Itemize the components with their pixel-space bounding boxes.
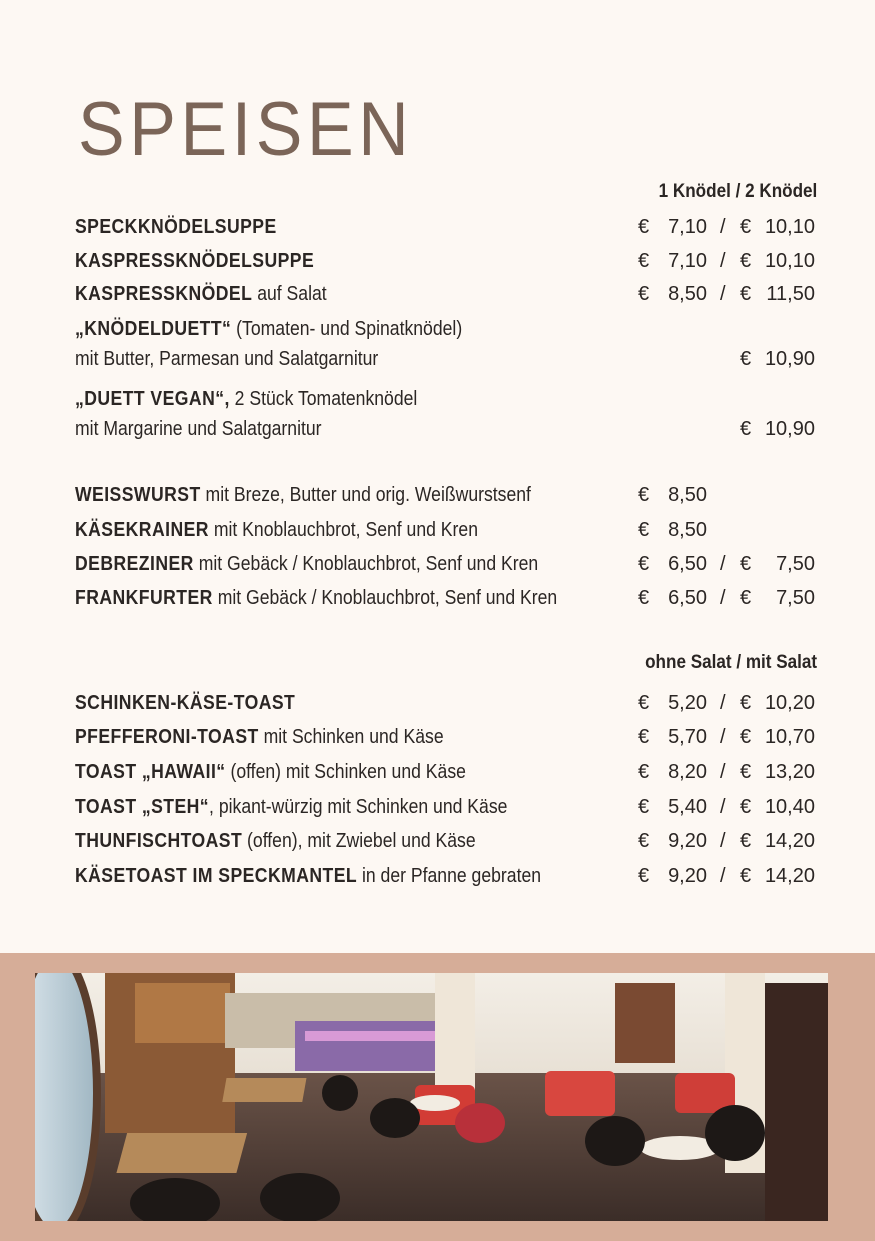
price-single: 5,40 (668, 796, 707, 818)
menu-item (75, 690, 820, 716)
item-description (75, 828, 476, 854)
item-name: WEISSWURST (75, 484, 201, 506)
price-separator: / (720, 216, 726, 238)
price-separator: / (720, 553, 726, 575)
currency-symbol: € (740, 865, 752, 887)
currency-symbol: € (740, 418, 752, 440)
item-detail: mit Knoblauchbrot, Senf und Kren (208, 519, 478, 541)
item-detail: mit Schinken und Käse (258, 726, 444, 748)
item-detail: (offen) mit Schinken und Käse (225, 761, 466, 783)
price-separator: / (720, 726, 726, 748)
item-description (75, 386, 417, 412)
currency-symbol: € (638, 484, 650, 506)
menu-item (75, 551, 820, 577)
price-double: 10,40 (764, 796, 815, 818)
price-separator: / (720, 283, 726, 305)
item-name: KASPRESSKNÖDELSUPPE (75, 250, 315, 272)
currency-symbol: € (638, 250, 650, 272)
price-double: 14,20 (764, 830, 815, 852)
currency-symbol: € (638, 519, 650, 541)
item-name: „DUETT VEGAN“, (75, 388, 230, 410)
price-single: 8,50 (668, 283, 707, 305)
price-single: 7,10 (668, 216, 707, 238)
price-double: 7,50 (776, 553, 815, 575)
currency-symbol: € (740, 250, 752, 272)
price-separator: / (720, 865, 726, 887)
item-name: PFEFFERONI-TOAST (75, 726, 259, 748)
menu-item (75, 316, 820, 342)
item-detail: mit Gebäck / Knoblauchbrot, Senf und Kren (193, 553, 539, 575)
menu-item (75, 416, 820, 442)
price-double: 10,90 (764, 418, 815, 440)
price-double: 7,50 (776, 587, 815, 609)
page-title: SPEISEN (78, 87, 414, 172)
item-detail: in der Pfanne gebraten (357, 865, 542, 887)
currency-symbol: € (740, 587, 752, 609)
price-single: 6,50 (668, 553, 707, 575)
menu-item (75, 248, 820, 274)
currency-symbol: € (638, 726, 650, 748)
item-description (75, 281, 327, 307)
item-detail: (Tomaten- und Spinatknödel) (231, 318, 463, 340)
price-single: 7,10 (668, 250, 707, 272)
item-description (75, 482, 531, 508)
menu-item (75, 828, 820, 854)
menu-item (75, 517, 820, 543)
item-description (75, 794, 507, 820)
item-description (75, 551, 538, 577)
item-description (75, 248, 314, 274)
item-detail: mit Breze, Butter und orig. Weißwurstsenf (200, 484, 531, 506)
cafe-interior-photo (35, 973, 828, 1221)
menu-item (75, 794, 820, 820)
item-description (75, 517, 478, 543)
menu-item (75, 346, 820, 372)
price-double: 10,90 (764, 348, 815, 370)
price-double: 10,10 (764, 250, 815, 272)
price-separator: / (720, 761, 726, 783)
item-name: THUNFISCHTOAST (75, 830, 243, 852)
menu-item (75, 759, 820, 785)
price-header-knoedel: 1 Knödel / 2 Knödel (658, 181, 817, 202)
price-separator: / (720, 587, 726, 609)
item-name: KÄSETOAST IM SPECKMANTEL (75, 865, 358, 887)
currency-symbol: € (638, 830, 650, 852)
menu-item (75, 214, 820, 240)
price-single: 9,20 (668, 865, 707, 887)
currency-symbol: € (638, 692, 650, 714)
price-single: 5,70 (668, 726, 707, 748)
item-name: KÄSEKRAINER (75, 519, 209, 541)
item-description (75, 724, 444, 750)
currency-symbol: € (638, 761, 650, 783)
price-single: 5,20 (668, 692, 707, 714)
item-name: TOAST „HAWAII“ (75, 761, 226, 783)
price-double: 11,50 (766, 283, 815, 305)
price-double: 14,20 (764, 865, 815, 887)
item-description (75, 316, 462, 342)
item-name: SPECKKNÖDELSUPPE (75, 216, 277, 238)
item-description (75, 690, 295, 716)
price-separator: / (720, 830, 726, 852)
currency-symbol: € (638, 553, 650, 575)
item-detail: (offen), mit Zwiebel und Käse (242, 830, 476, 852)
currency-symbol: € (740, 553, 752, 575)
currency-symbol: € (638, 587, 650, 609)
item-detail: , pikant-würzig mit Schinken und Käse (209, 796, 508, 818)
price-separator: / (720, 692, 726, 714)
price-separator: / (720, 250, 726, 272)
price-header-salat: ohne Salat / mit Salat (645, 652, 817, 673)
item-name: TOAST „STEH“ (75, 796, 210, 818)
price-separator: / (720, 796, 726, 818)
item-description (75, 346, 378, 372)
currency-symbol: € (740, 283, 752, 305)
currency-symbol: € (638, 865, 650, 887)
price-double: 13,20 (764, 761, 815, 783)
item-name: KASPRESSKNÖDEL (75, 283, 253, 305)
menu-item (75, 482, 820, 508)
price-single: 8,50 (668, 484, 707, 506)
item-description (75, 759, 466, 785)
currency-symbol: € (740, 216, 752, 238)
price-double: 10,70 (764, 726, 815, 748)
item-detail: auf Salat (252, 283, 327, 305)
item-name: FRANKFURTER (75, 587, 213, 609)
currency-symbol: € (740, 830, 752, 852)
menu-item (75, 863, 820, 889)
currency-symbol: € (740, 796, 752, 818)
item-description (75, 416, 322, 442)
item-detail: mit Butter, Parmesan und Salatgarnitur (75, 348, 379, 370)
item-name: „KNÖDELDUETT“ (75, 318, 232, 340)
menu-item (75, 724, 820, 750)
item-detail: 2 Stück Tomatenknödel (229, 388, 418, 410)
item-name: DEBREZINER (75, 553, 194, 575)
menu-item (75, 281, 820, 307)
item-name: SCHINKEN-KÄSE-TOAST (75, 692, 296, 714)
item-detail: mit Gebäck / Knoblauchbrot, Senf und Kren (212, 587, 558, 609)
price-single: 9,20 (668, 830, 707, 852)
item-description (75, 863, 541, 889)
item-detail: mit Margarine und Salatgarnitur (75, 418, 322, 440)
menu-item (75, 386, 820, 412)
price-single: 8,50 (668, 519, 707, 541)
currency-symbol: € (638, 283, 650, 305)
currency-symbol: € (740, 692, 752, 714)
currency-symbol: € (740, 348, 752, 370)
item-description (75, 585, 557, 611)
price-double: 10,10 (764, 216, 815, 238)
price-single: 8,20 (668, 761, 707, 783)
price-double: 10,20 (764, 692, 815, 714)
currency-symbol: € (740, 726, 752, 748)
currency-symbol: € (638, 216, 650, 238)
price-single: 6,50 (668, 587, 707, 609)
currency-symbol: € (638, 796, 650, 818)
currency-symbol: € (740, 761, 752, 783)
menu-item (75, 585, 820, 611)
item-description (75, 214, 277, 240)
